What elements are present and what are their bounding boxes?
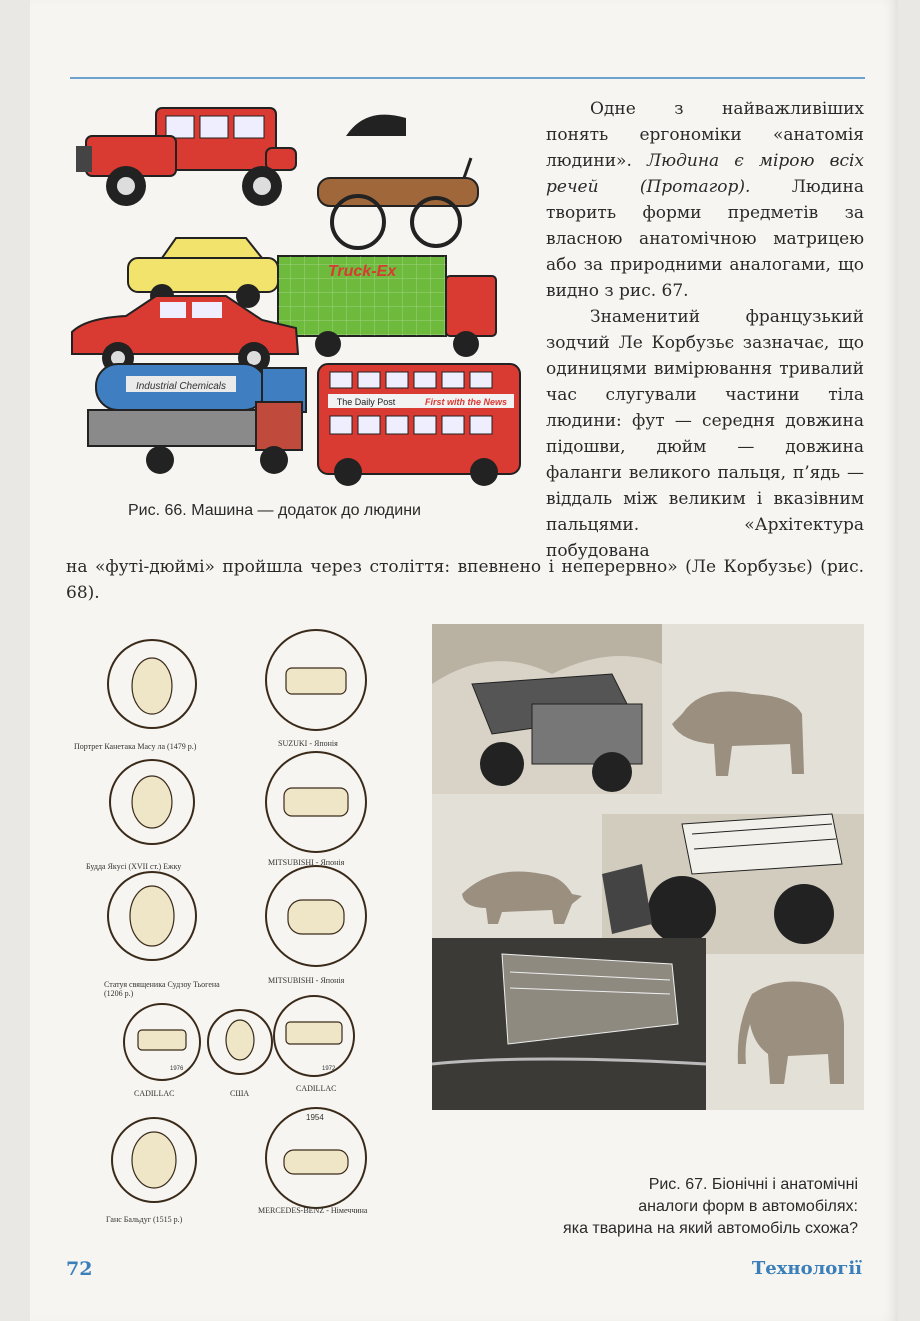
figure-67-bionic-photos [432,624,864,1110]
label-usa: США [230,1089,250,1098]
svg-text:1976: 1976 [170,1066,184,1072]
vintage-red-car-icon [76,108,296,206]
double-decker-bus-icon [318,364,520,486]
intro-p1-italic-quote: Людина є мірою всіх речей (Протагор). [546,151,865,197]
svg-text:1972: 1972 [322,1066,336,1072]
label-hans: Ганс Бальдуг (1515 р.) [106,1215,183,1224]
label-cadillac-2: CADILLAC [296,1084,337,1093]
label-cadillac-1: CADILLAC [134,1089,175,1098]
label-mitsubishi-1: MITSUBISHI - Японія [268,858,345,867]
figure-66-caption: Рис. 66. Машина — додаток до людини [128,502,421,519]
label-suzuki: SUZUKI - Японія [278,739,338,748]
intro-paragraph-2-continuation: на «футі-дюймі» пройшла через століття: впевнено і неперервно» (Ле Корбузьє) (рис. 68). [66,557,864,603]
intro-paragraph-1 [546,96,864,304]
bionic-illustration [432,624,864,1110]
svg-text:Industrial Chemicals: Industrial Chemicals [135,381,227,392]
figure-67-caption-line1: Рис. 67. Біонічні і анатомічні [648,1176,858,1193]
vehicles-illustration [66,96,528,492]
red-sedan-icon [72,296,298,374]
veteran-brown-car-icon [318,115,478,248]
svg-text:1954: 1954 [306,1113,324,1122]
articulated-vehicle-icon [432,938,706,1110]
svg-text:Truck-Ex: Truck-Ex [327,263,397,280]
label-buddha: Будда Якусі (XVII ст.) Ежку [86,862,182,871]
bulldozer-icon [602,814,864,954]
figure-67-caption [466,1174,858,1240]
dump-truck-icon [432,624,662,794]
intro-text-column [546,96,864,564]
label-portrait1: Портрет Канетака Масу ла (1479 р.) [74,742,197,751]
header-rule [70,77,865,79]
subject-title: Технології [751,1258,862,1279]
grey-lorry-icon [88,402,302,474]
page-number: 72 [66,1258,93,1280]
svg-text:First with the News: First with the News [424,397,508,407]
svg-text:The Daily Post: The Daily Post [336,397,396,407]
green-truck-icon [278,256,496,357]
label-mitsubishi-2: MITSUBISHI - Японія [268,976,345,985]
label-mercedes: MERCEDES-BENZ - Німеччина [258,1206,368,1215]
medallions-illustration [66,620,426,1220]
figure-67-caption-line2: аналоги форм в автомобілях: [638,1198,858,1215]
intro-p1-plain: Одне з найважливіших понять ергономіки «анатомія людини». [546,99,864,171]
intro-p1-tail: Людина творить форми предметів за власною анатомічною матрицею або за природними аналогами, що видно з рис. 67. [546,177,864,301]
figure-66-vehicles [66,96,528,492]
elephant-icon [738,982,844,1085]
rhino-icon [462,872,582,925]
bison-icon [672,692,804,777]
figure-67-caption-line3: яка тварина на який автомобіль схожа? [563,1220,858,1237]
label-statue: Статуя священика Судзоу Тьогена (1206 р.) [104,980,220,998]
intro-paragraph-2: Знаменитий французький зодчий Ле Корбузьє зазначає, що одиницями вимірювання тривалий час слугували частини тіла людини: фут — середня довжина підошви, дюйм — довжина фаланги великого пальця, п’ядь — віддаль між великим і вказівним пальцями. «Архітектура побудована [546,307,864,561]
figure-67-medallions [66,620,426,1220]
